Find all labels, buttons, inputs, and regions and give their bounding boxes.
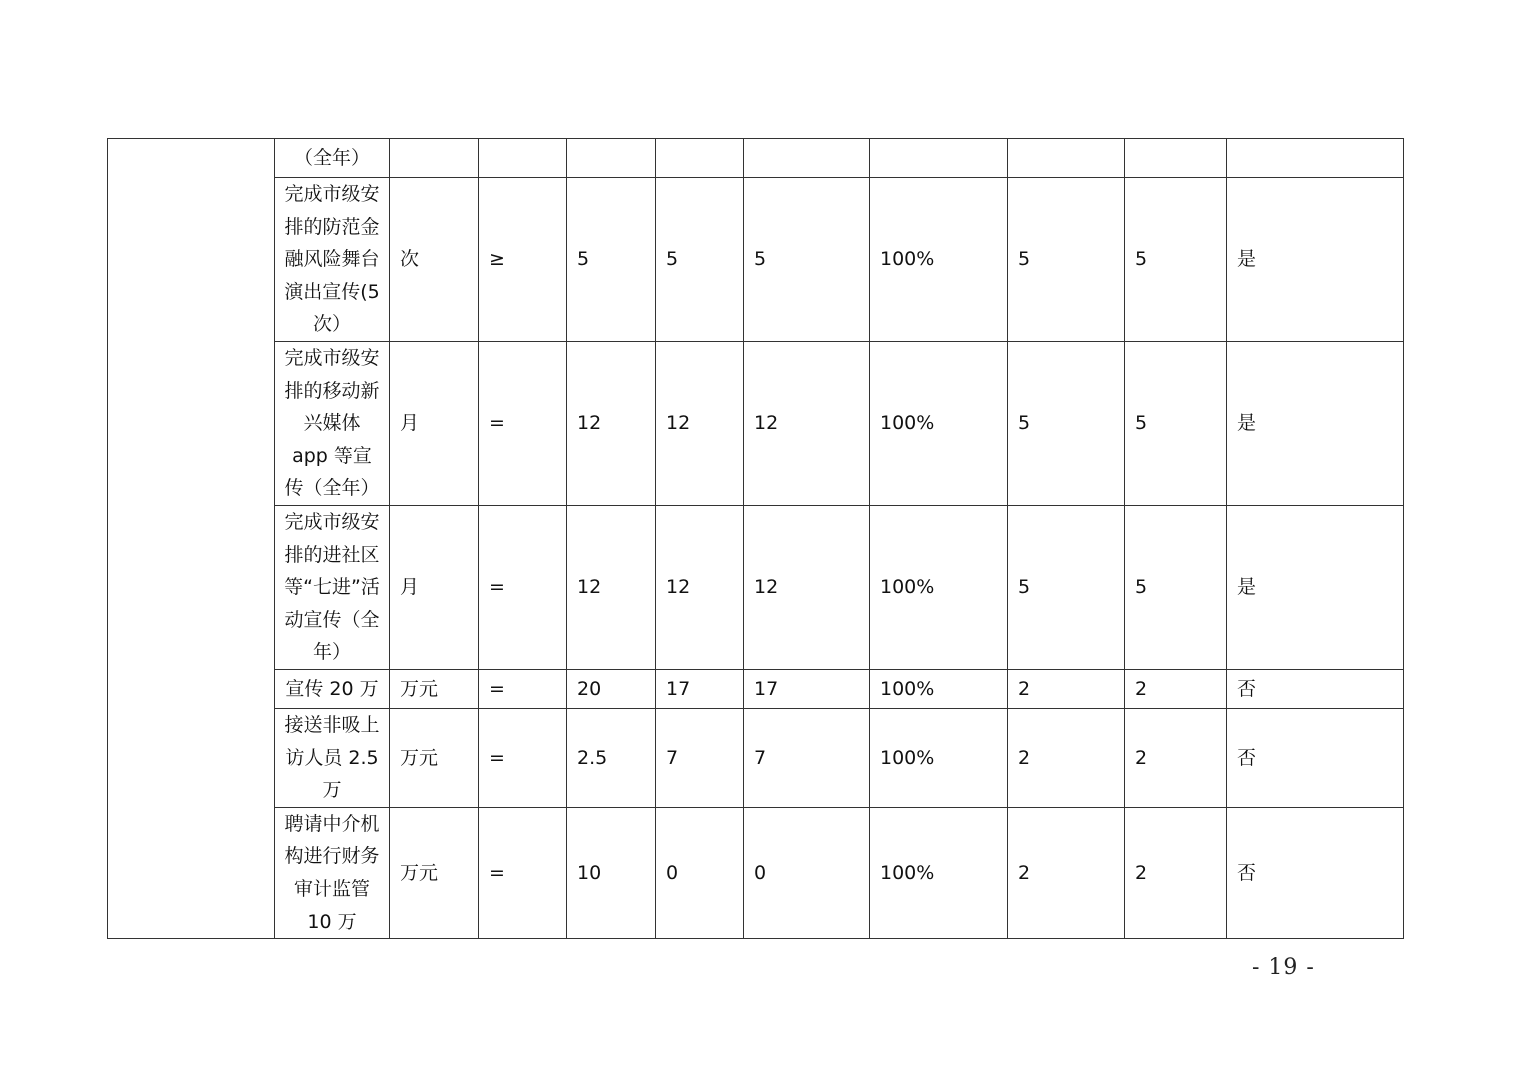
unit-cell: 次 [390,178,479,342]
table-row [108,139,1404,178]
score-cell: 5 [1008,341,1125,505]
score-cell: 5 [1008,505,1125,669]
actual-value-cell: 12 [656,341,744,505]
score-cell: 5 [1008,178,1125,342]
score-cell: 2 [1008,669,1125,708]
actual-value-cell: 12 [656,505,744,669]
actual-value-cell: 5 [744,178,870,342]
completion-rate-cell: 100% [870,341,1008,505]
operator-cell: = [479,708,567,807]
indicator-name: 完成市级安排的移动新兴媒体 app 等宣传（全年） [275,341,390,505]
indicator-name: 接送非吸上访人员 2.5 万 [275,708,390,807]
achieved-cell: 否 [1227,807,1404,938]
score-cell: 2 [1008,708,1125,807]
actual-value-cell: 7 [744,708,870,807]
table-row [108,341,1404,505]
target-value-cell: 2.5 [567,708,656,807]
target-value-cell: 20 [567,669,656,708]
performance-indicator-table [107,138,1404,939]
table-row [108,807,1404,938]
indicator-name: 完成市级安排的防范金融风险舞台演出宣传(5次） [275,178,390,342]
achieved-cell: 是 [1227,178,1404,342]
score-cell: 5 [1125,505,1227,669]
completion-rate-cell: 100% [870,178,1008,342]
unit-cell: 万元 [390,669,479,708]
operator-cell [479,139,567,178]
target-value-cell [567,139,656,178]
actual-value-cell: 0 [656,807,744,938]
target-value-cell: 12 [567,505,656,669]
achieved-cell: 是 [1227,341,1404,505]
unit-cell [390,139,479,178]
table-row [108,669,1404,708]
score-cell [1008,139,1125,178]
completion-rate-cell [870,139,1008,178]
indicator-name: 完成市级安排的进社区等“七进”活动宣传（全年） [275,505,390,669]
completion-rate-cell: 100% [870,505,1008,669]
score-cell: 2 [1125,669,1227,708]
target-value-cell: 5 [567,178,656,342]
actual-value-cell: 12 [744,341,870,505]
table-row [108,708,1404,807]
category-cell [108,139,275,939]
actual-value-cell: 5 [656,178,744,342]
unit-cell: 万元 [390,708,479,807]
score-cell [1125,139,1227,178]
table-row [108,178,1404,342]
actual-value-cell [744,139,870,178]
actual-value-cell: 7 [656,708,744,807]
achieved-cell: 否 [1227,669,1404,708]
actual-value-cell: 12 [744,505,870,669]
operator-cell: ≥ [479,178,567,342]
indicator-name: （全年） [275,139,390,178]
actual-value-cell: 17 [656,669,744,708]
unit-cell: 月 [390,505,479,669]
unit-cell: 月 [390,341,479,505]
score-cell: 5 [1125,341,1227,505]
completion-rate-cell: 100% [870,669,1008,708]
achieved-cell: 是 [1227,505,1404,669]
score-cell: 2 [1125,807,1227,938]
actual-value-cell: 0 [744,807,870,938]
operator-cell: = [479,505,567,669]
operator-cell: = [479,807,567,938]
table-row [108,505,1404,669]
actual-value-cell [656,139,744,178]
actual-value-cell: 17 [744,669,870,708]
page-number: - 19 - [1252,955,1315,980]
indicator-name: 聘请中介机构进行财务审计监管 10 万 [275,807,390,938]
achieved-cell [1227,139,1404,178]
operator-cell: = [479,341,567,505]
target-value-cell: 10 [567,807,656,938]
target-value-cell: 12 [567,341,656,505]
indicator-name: 宣传 20 万 [275,669,390,708]
score-cell: 5 [1125,178,1227,342]
operator-cell: = [479,669,567,708]
unit-cell: 万元 [390,807,479,938]
score-cell: 2 [1008,807,1125,938]
completion-rate-cell: 100% [870,708,1008,807]
completion-rate-cell: 100% [870,807,1008,938]
achieved-cell: 否 [1227,708,1404,807]
score-cell: 2 [1125,708,1227,807]
